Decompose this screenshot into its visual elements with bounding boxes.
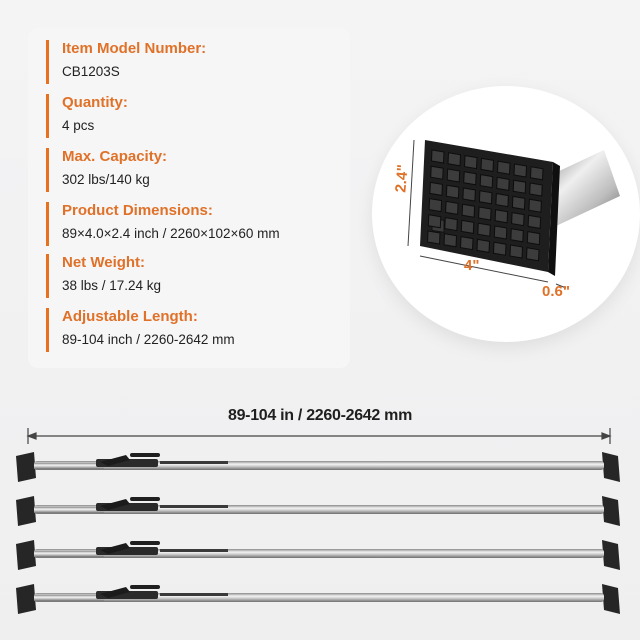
spec-value: 89-104 inch / 2260-2642 mm (62, 332, 235, 347)
spec-label: Product Dimensions: (62, 202, 213, 219)
cargo-bar (16, 496, 620, 526)
spec-value: 4 pcs (62, 118, 95, 133)
cargo-bar-right-foot (602, 584, 620, 614)
cargo-bar-right-foot (602, 540, 620, 570)
cargo-bar-right-foot (602, 496, 620, 526)
cargo-bar (16, 540, 620, 570)
cargo-bar (16, 452, 620, 482)
spec-label: Item Model Number: (62, 40, 207, 57)
length-measurement-label: 89-104 in / 2260-2642 mm (227, 407, 413, 424)
spec-label: Max. Capacity: (62, 148, 168, 165)
ratchet-handle (130, 541, 160, 545)
cargo-bar-left-foot (16, 496, 36, 526)
ratchet-strap (160, 593, 228, 596)
spec-label: Net Weight: (62, 254, 146, 271)
cargo-bar-inner-tube (34, 551, 104, 557)
ratchet-strap (160, 461, 228, 464)
cargo-bar-left-foot (16, 540, 36, 570)
width-dimension-label: 4" (464, 257, 480, 274)
length-arrow (28, 428, 610, 444)
cargo-bar-left-foot (16, 452, 36, 482)
ratchet-handle (130, 453, 160, 457)
ratchet-handle (130, 585, 160, 589)
spec-label: Quantity: (62, 94, 128, 111)
cargo-bar-inner-tube (34, 595, 104, 601)
height-dimension-label: 2.4" (392, 163, 412, 194)
cargo-bar-right-foot (602, 452, 620, 482)
cargo-bar-inner-tube (34, 463, 104, 469)
spec-label: Adjustable Length: (62, 308, 198, 325)
ratchet-strap (160, 549, 228, 552)
ratchet-strap (160, 505, 228, 508)
cargo-bar-left-foot (16, 584, 36, 614)
spec-value: 89×4.0×2.4 inch / 2260×102×60 mm (62, 226, 280, 241)
spec-value: 302 lbs/140 kg (62, 172, 150, 187)
spec-value: 38 lbs / 17.24 kg (62, 278, 162, 293)
cargo-bar (16, 584, 620, 614)
spec-value: CB1203S (62, 64, 120, 79)
ratchet-handle (130, 497, 160, 501)
depth-dimension-label: 0.6" (542, 283, 570, 300)
cargo-bar-inner-tube (34, 507, 104, 513)
